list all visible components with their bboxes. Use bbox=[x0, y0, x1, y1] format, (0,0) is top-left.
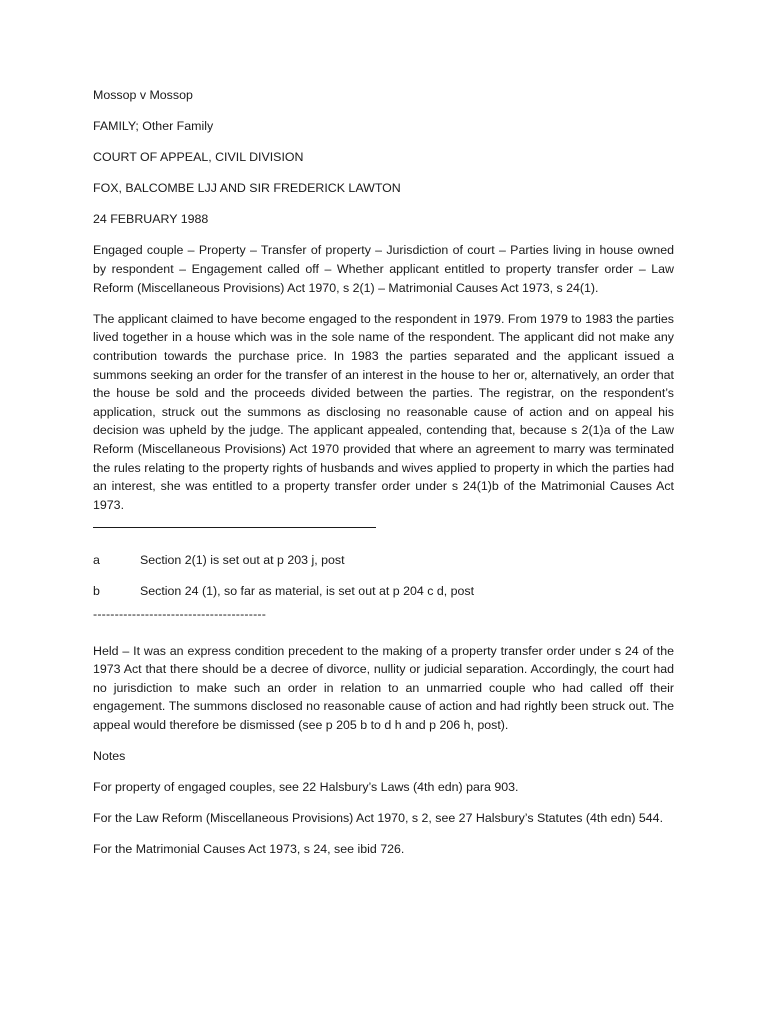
judgment-date: 24 FEBRUARY 1988 bbox=[93, 212, 209, 227]
footnote-marker: a bbox=[93, 552, 100, 567]
subject-heading: FAMILY; Other Family bbox=[93, 119, 214, 134]
footnote-text: Section 2(1) is set out at p 203 j, post bbox=[140, 552, 345, 567]
court-name: COURT OF APPEAL, CIVIL DIVISION bbox=[93, 150, 304, 165]
footnote-item bbox=[93, 551, 674, 570]
footnote-item bbox=[93, 582, 674, 601]
facts-paragraph: The applicant claimed to have become engaged to the respondent in 1979. From 1979 to 1983 the parties lived together in a house which was in the sole name of the respondent. The applicant did not make any contribution towards the purchase price. In 1983 the parties separated and the applicant issued a summons seeking an order for the transfer of an interest in the house to her or, alternatively, an order that the house be sold and the proceeds divided between the parties. The registrar, on the respondent’s application, struck out the summons as disclosing no reasonable cause of action and on appeal his decision was upheld by the judge. The applicant appealed, contending that, because s 2(1)a of the Law Reform (Miscellaneous Provisions) Act 1970 provided that where an agreement to marry was terminated the rules relating to the property rights of husbands and wives applied to property in which the parties had an interest, she was entitled to a property transfer order under s 24(1)b of the Matrimonial Causes Act 1973. bbox=[93, 311, 674, 512]
footnote-rule bbox=[93, 527, 376, 528]
catchwords-paragraph: Engaged couple – Property – Transfer of property – Jurisdiction of court – Parties living in house owned by respondent – Engagement called off – Whether applicant entitled to property transfer order – Law Reform (Miscellaneous Provisions) Act 1970, s 2(1) – Matrimonial Causes Act 1973, s 24(1). bbox=[93, 243, 674, 295]
dash-separator: ---------------------------------------- bbox=[93, 606, 267, 621]
note-item: For the Matrimonial Causes Act 1973, s 24, see ibid 726. bbox=[93, 842, 405, 857]
footnote-text: Section 24 (1), so far as material, is set out at p 204 c d, post bbox=[140, 583, 475, 598]
note-item: For property of engaged couples, see 22 Halsbury’s Laws (4th edn) para 903. bbox=[93, 780, 519, 795]
note-item: For the Law Reform (Miscellaneous Provisions) Act 1970, s 2, see 27 Halsbury’s Statutes (4th edn) 544. bbox=[93, 811, 664, 826]
notes-heading: Notes bbox=[93, 749, 126, 764]
judges: FOX, BALCOMBE LJJ AND SIR FREDERICK LAWTON bbox=[93, 181, 401, 196]
held-paragraph: Held – It was an express condition precedent to the making of a property transfer order under s 24 of the 1973 Act that there should be a decree of divorce, nullity or judicial separation. Accordingly, the court had no jurisdiction to make such an order in relation to an unmarried couple who had called off their engagement. The summons disclosed no reasonable cause of action and had rightly been struck out. The appeal would therefore be dismissed (see p 205 b to d h and p 206 h, post). bbox=[93, 643, 674, 732]
case-name: Mossop v Mossop bbox=[93, 88, 193, 102]
footnote-marker: b bbox=[93, 583, 100, 598]
document-page bbox=[93, 86, 674, 871]
